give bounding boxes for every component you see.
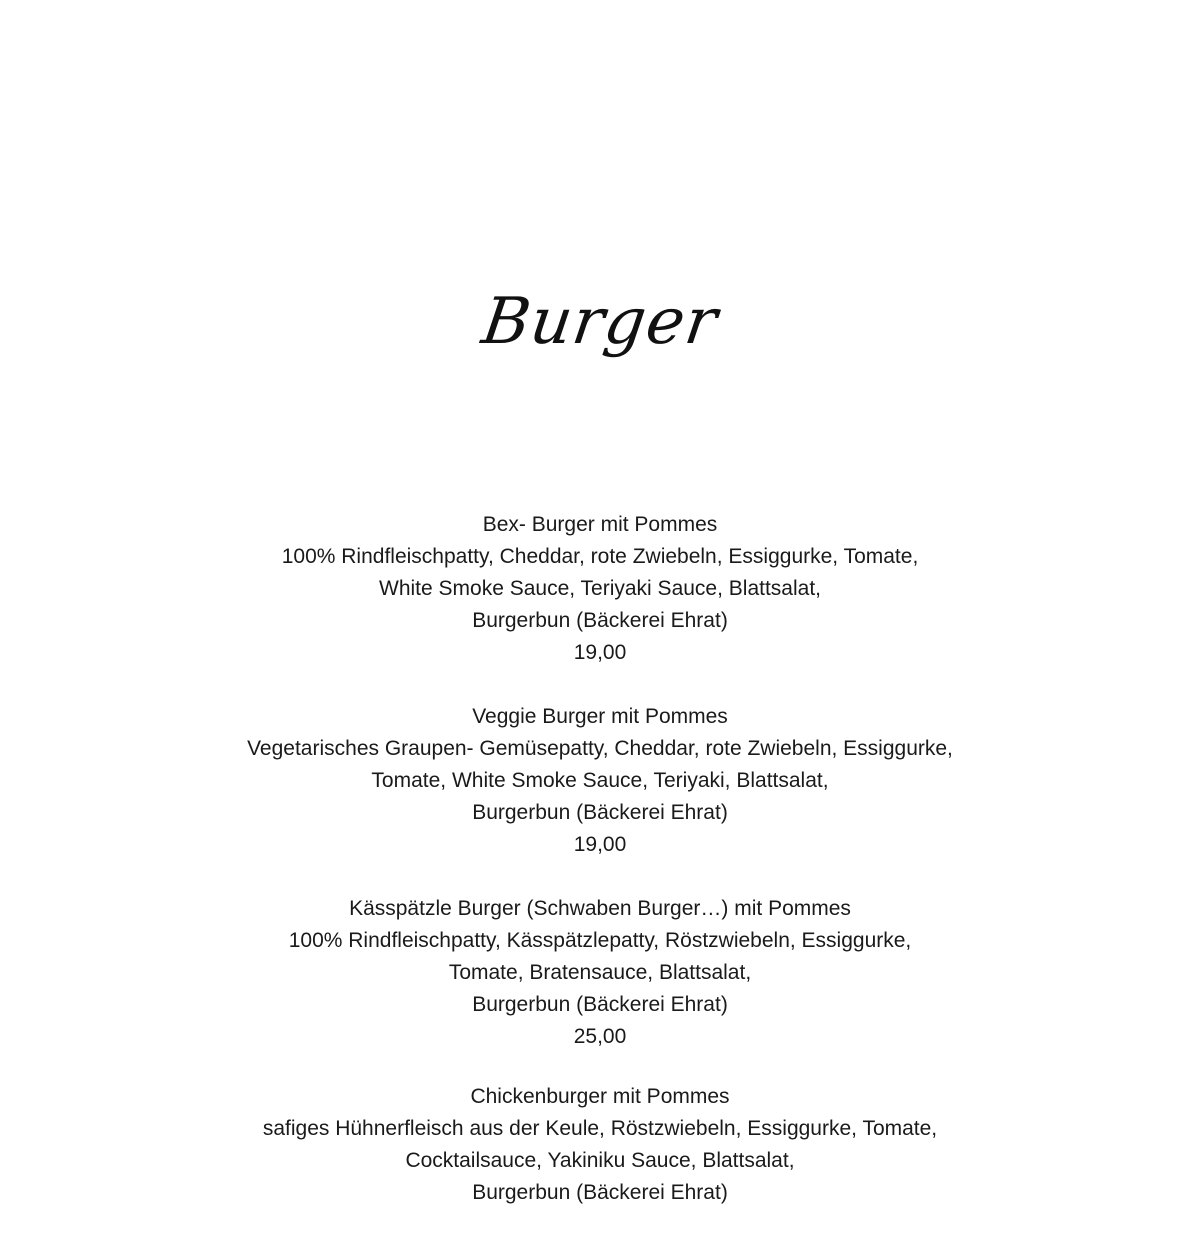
menu-item-description: Cocktailsauce, Yakiniku Sauce, Blattsalat, [405,1149,795,1172]
menu-item-price: 19,00 [573,641,627,664]
menu-section-title: Burger [477,285,723,359]
menu-item-description: safiges Hühnerfleisch aus der Keule, Röstzwiebeln, Essiggurke, Tomate, [262,1117,938,1140]
menu-item-name: Kässpätzle Burger (Schwaben Burger…) mit Pommes [349,897,851,920]
menu-item-description: Burgerbun (Bäckerei Ehrat) [472,609,728,632]
burger-menu-list [0,509,1200,1241]
menu-item-kasspatzle-burger [0,893,1200,1053]
menu-item-price: 19,00 [573,833,627,856]
menu-item-description: 100% Rindfleischpatty, Cheddar, rote Zwiebeln, Essiggurke, Tomate, [281,545,919,568]
menu-item-description: Tomate, Bratensauce, Blattsalat, [448,961,752,984]
menu-item-description: Tomate, White Smoke Sauce, Teriyaki, Blattsalat, [371,769,829,792]
menu-item-name: Chickenburger mit Pommes [470,1085,730,1108]
menu-item-name: Bex- Burger mit Pommes [482,513,718,536]
menu-item-description: Burgerbun (Bäckerei Ehrat) [472,993,728,1016]
menu-item-description: White Smoke Sauce, Teriyaki Sauce, Blattsalat, [379,577,821,600]
menu-item-description: Burgerbun (Bäckerei Ehrat) [472,801,728,824]
menu-item-veggie-burger [0,701,1200,861]
menu-item-description: 100% Rindfleischpatty, Kässpätzlepatty, Röstzwiebeln, Essiggurke, [288,929,912,952]
menu-item-name: Veggie Burger mit Pommes [472,705,728,728]
menu-item-price: 25,00 [573,1025,627,1048]
menu-item-bex-burger [0,509,1200,669]
menu-item-chickenburger [0,1081,1200,1209]
menu-item-description: Vegetarisches Graupen- Gemüsepatty, Cheddar, rote Zwiebeln, Essiggurke, [247,737,953,760]
menu-item-description: Burgerbun (Bäckerei Ehrat) [472,1181,728,1204]
